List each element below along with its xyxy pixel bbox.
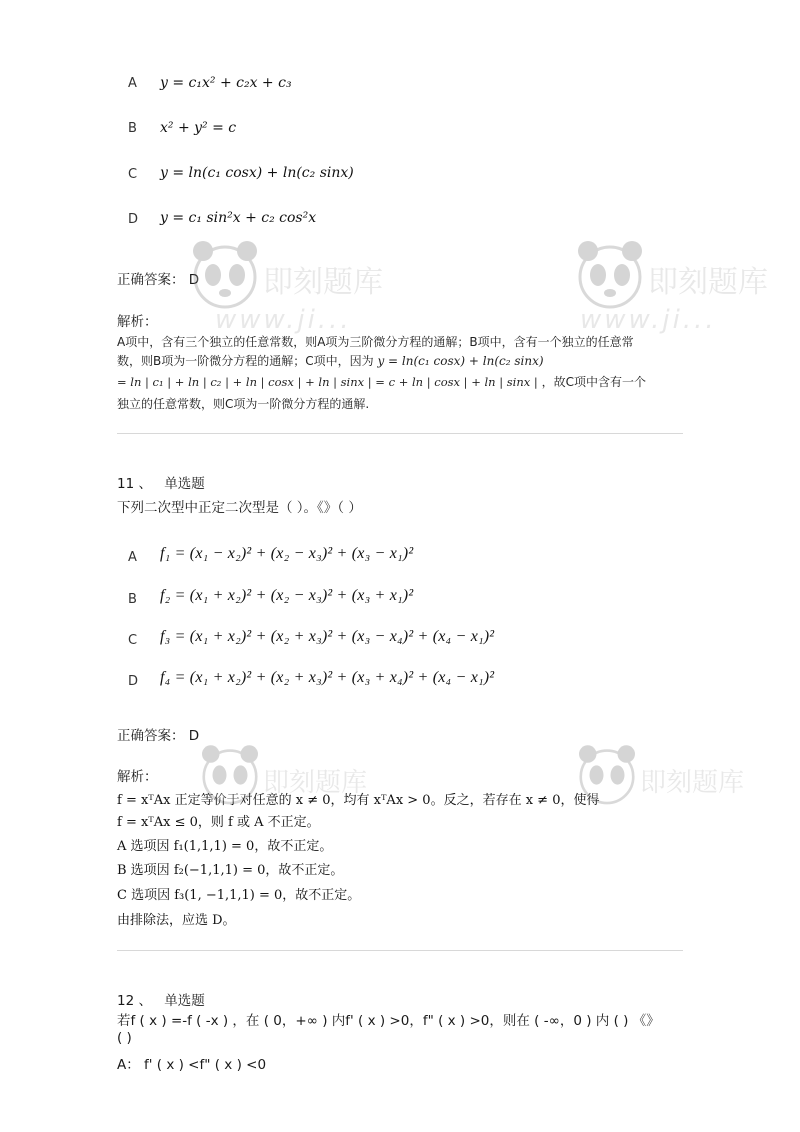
option-letter: C [128, 633, 138, 648]
option-formula: x² + y² = c [160, 120, 237, 136]
q11-header [117, 472, 205, 492]
option-formula: f₃ = (x₁ + x₂)² + (x₂ + x₃)² + (x₃ − x₄)² + (x₄ − x₁)² [160, 628, 495, 645]
watermark-brand: 即刻题库 [263, 265, 383, 300]
watermark-brand: 即刻题库 [648, 265, 768, 300]
option-letter: D [128, 674, 139, 689]
answer-label: 正确答案： [117, 728, 185, 744]
q10-analysis-line [117, 352, 544, 369]
q10-analysis-line: 独立的任意常数，则C项为一阶微分方程的通解. [117, 397, 370, 411]
divider [117, 950, 683, 951]
option-letter: B [128, 592, 137, 607]
q11-analysis-line: f = xᵀAx ≤ 0，则 f 或 A 不正定。 [117, 815, 320, 830]
watermark-site: www.ji... [215, 305, 352, 335]
divider [117, 433, 683, 434]
q11-analysis-line: B 选项因 f₂(−1,1,1) = 0，故不正定。 [117, 863, 344, 878]
q10-analysis-label: 解析： [117, 314, 158, 330]
option-letter: C [128, 167, 138, 182]
q11-answer [117, 724, 199, 744]
option-formula: f₂ = (x₁ + x₂)² + (x₂ − x₃)² + (x₃ + x₁)² [160, 587, 414, 604]
watermark-brand: 即刻题库 [263, 768, 368, 798]
q11-analysis-line: 由排除法，应选 D。 [117, 913, 236, 928]
option-formula: y = c₁x² + c₂x + c₃ [160, 75, 292, 91]
option-letter: A [128, 550, 137, 565]
q11-analysis-line: A 选项因 f₁(1,1,1) = 0，故不正定。 [117, 839, 333, 854]
option-formula: y = c₁ sin²x + c₂ cos²x [160, 210, 317, 226]
q11-stem: 下列二次型中正定二次型是（ ）。《》（ ） [117, 500, 362, 516]
analysis-formula: = ln | c₁ | + ln | c₂ | + ln | cosx | + ln | sinx | = c + ln | cosx | + ln | sinx | [117, 375, 538, 389]
q12-option-a[interactable]: A： f' ( x ) <f" ( x ) <0 [117, 1057, 267, 1073]
option-formula: f₄ = (x₁ + x₂)² + (x₂ + x₃)² + (x₃ + x₄)² + (x₄ − x₁)² [160, 669, 495, 686]
question-type: 单选题 [164, 993, 205, 1009]
question-number: 12 、 [117, 993, 152, 1009]
q11-analysis-line: C 选项因 f₃(1, −1,1,1) = 0，故不正定。 [117, 888, 361, 903]
question-number: 11 、 [117, 476, 152, 492]
answer-value: D [188, 728, 200, 744]
q11-analysis-line: f = xᵀAx 正定等价于对任意的 x ≠ 0，均有 xᵀAx > 0。反之，若存在 x ≠ 0，使得 [117, 793, 600, 808]
watermark [570, 235, 768, 345]
option-letter: B [128, 121, 137, 136]
q10-analysis-line: A项中，含有三个独立的任意常数，则A项为三阶微分方程的通解；B项中，含有一个独立的任意常 [117, 335, 634, 349]
option-letter: A [128, 76, 137, 91]
analysis-text: 数，则B项为一阶微分方程的通解；C项中，因为 [117, 354, 374, 368]
analysis-text: ，故C项中含有一个 [541, 375, 646, 389]
analysis-formula: y = ln(c₁ cosx) + ln(c₂ sinx) [377, 354, 544, 368]
question-type: 单选题 [164, 476, 205, 492]
watermark [185, 235, 383, 345]
answer-value: D [188, 272, 200, 288]
q10-analysis-line [117, 373, 646, 390]
option-formula: y = ln(c₁ cosx) + ln(c₂ sinx) [160, 165, 354, 181]
option-letter: D [128, 212, 139, 227]
q12-stem-line2: ( ) [117, 1030, 132, 1046]
q12-header [117, 989, 205, 1009]
answer-label: 正确答案： [117, 272, 185, 288]
q11-analysis-label: 解析： [117, 769, 158, 785]
q12-stem-line1: 若f ( x ) =-f ( -x ) ，在 ( 0，+∞ ) 内f' ( x ) >0，f" ( x ) >0，则在 ( -∞，0 ) 内 ( ) 《》 [117, 1013, 660, 1029]
panda-logo-icon [570, 235, 650, 315]
watermark-site: www.ji... [580, 305, 717, 335]
q10-answer [117, 268, 199, 288]
option-formula: f₁ = (x₁ − x₂)² + (x₂ − x₃)² + (x₃ − x₁)² [160, 545, 414, 562]
watermark-brand: 即刻题库 [640, 768, 745, 798]
